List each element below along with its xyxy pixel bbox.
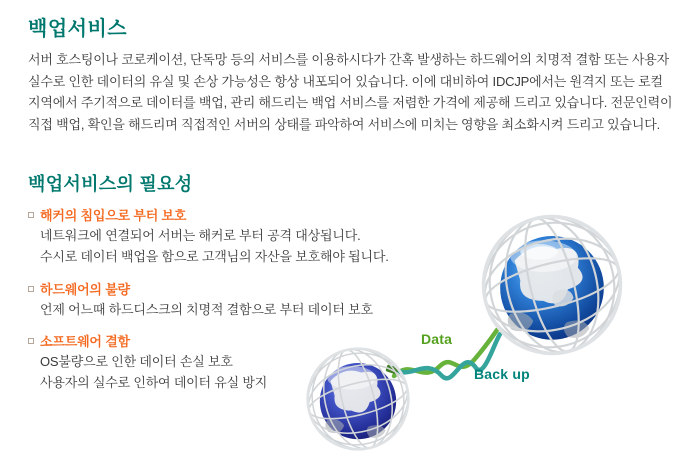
intro-line: 지역에서 주기적으로 데이터를 백업, 관리 해드리는 백업 서비스를 저렴한 가격에 제공해 드리고 있습니다. 전문인력이 (28, 95, 673, 110)
intro-line: 실수로 인한 데이터의 유실 및 손상 가능성은 항상 내포되어 있습니다. 이에 대비하여 IDCJP에서는 원격지 또는 로컬 (28, 73, 663, 89)
section-heading: 소프트웨어 결함 (40, 334, 130, 349)
section-text-line: OS불량으로 인한 데이터 손실 보호 (40, 354, 233, 369)
square-bullet-icon (28, 286, 34, 292)
section-heading: 하드웨어의 불량 (40, 282, 130, 297)
globe-icon (297, 338, 419, 460)
square-bullet-icon (28, 338, 34, 344)
section-title: 백업서비스의 필요성 (28, 174, 193, 194)
section-text-line: 사용자의 실수로 인하여 데이터 유실 방지 (40, 375, 268, 390)
intro-line: 직접 백업, 확인을 해드리며 직접적인 서버의 상태를 파악하여 서비스에 미치는 영향을 최소화시켜 드리고 있습니다. (28, 116, 661, 132)
intro-line: 서버 호스팅이나 코로케이션, 단독망 등의 서비스를 이용하시다가 간혹 발생하는 하드웨어의 치명적 결함 또는 사용자 (28, 52, 669, 67)
square-bullet-icon (28, 212, 34, 218)
section-software-defect (28, 330, 267, 393)
backup-label: Back up (474, 366, 530, 382)
section-text-line: 수시로 데이터 백업을 함으로 고객님의 자산을 보호해야 됩니다. (40, 249, 389, 264)
section-heading: 해커의 침입으로 부터 보호 (40, 208, 187, 223)
page-title: 백업서비스 (28, 18, 128, 40)
section-text-line: 네트워크에 연결되어 서버는 해커로 부터 공격 대상됩니다. (40, 228, 361, 243)
data-label: Data (421, 331, 453, 347)
section-text-line: 언제 어느때 하드디스크의 치명적 결함으로 부터 데이터 보호 (40, 302, 373, 317)
backup-globes-illustration (290, 200, 680, 460)
intro-paragraph (28, 49, 672, 135)
